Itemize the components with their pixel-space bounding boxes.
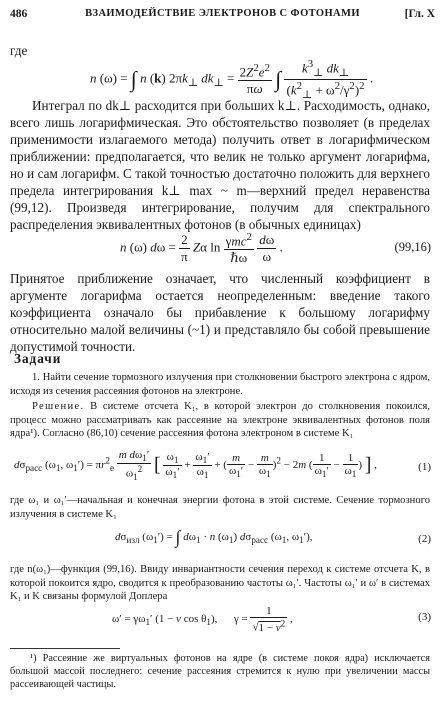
equation-number-2: (2)	[418, 533, 431, 545]
page-number: 486	[10, 8, 28, 20]
equation-number-3: (3)	[418, 611, 431, 623]
equation-number-1: (1)	[418, 461, 431, 473]
solution-label: Решение.	[32, 401, 85, 412]
problem-1-solution	[10, 400, 430, 441]
chapter-label: [Гл. X	[404, 8, 435, 20]
equation-2: $d\sigma_{изл}$ $(\omega_1')$ = ∫ $d\omega_1 \cdot n$ $(\omega_1)$ $d\sigma_{расс}$ ($\omega_1$, $\omega_1'$),	[115, 527, 313, 547]
equation-99-16: n (ω) dω = $\frac{2}{\pi}$ Zα ln $\frac{\gamma mc^2}{\text{ℏω}}$ $\frac{d\omega}{\omega}$ .	[120, 231, 283, 266]
running-title: ВЗАИМОДЕЙСТВИЕ ЭЛЕКТРОНОВ С ФОТОНАМИ	[85, 8, 360, 19]
paragraph-energies: где ω₁ и ω₁′—начальная и конечная энергии фотона в этой системе. Сечение тормозного излучения в системе K₁	[10, 495, 430, 520]
solution-text: В системе отсчета K₁, в которой электрон до столкновения покоился, процесс можно рассматривать как рассеяние на электроне эквивалентных фотонов поля ядра¹). Согласно (86,10) сечение рассеяния фотона электроном в системе K₁	[10, 401, 430, 439]
section-heading-problems: Задачи	[14, 351, 62, 366]
equation-number-99-16: (99,16)	[394, 240, 431, 254]
problem-1-statement: 1. Найти сечение тормозного излучения при столкновении быстрого электрона с ядром, исходя из сечения рассеяния фотонов на электроне.	[10, 372, 430, 397]
paragraph-approximation: Принятое приближение означает, что численный коэффициент в аргументе логарифма остается неопределенным: введение такого коэффициента означало бы прибавление к большому логарифму относительно малой величины (~1) и представляло бы собой превышение допустимой точности.	[10, 271, 430, 354]
equation-n-omega: n (ω) = ∫ n (k) $2\pi k_\perp$ $dk_\perp$ = $\frac{2Z^2e^2}{\pi\omega}$ ∫ $\frac{k^3_\perp dk_\perp}{(k^2_\perp + \omega^2/\gamma^2)^2}$ .	[90, 58, 374, 101]
running-header	[10, 8, 435, 24]
footnote-rule	[10, 648, 120, 649]
footnote: ¹) Рассеяние же виртуальных фотонов на ядре (в системе покоя ядра) исключается большой массой последнего: сечение рассеяния стремится к нулю при увеличении массы рассеивающей частицы.	[10, 653, 430, 690]
paragraph-log-divergence: Интеграл по dk⊥ расходится при больших k⊥. Расходимость, однако, всего лишь логарифмическая. Это обстоятельство позволяет (в пределах применимости излагаемого метода) получить ответ в логарифмическом приближении: предполагается, что велик не только аргумент логарифма, но и сам логарифм. С такой точностью достаточно положить для верхнего предела интегрирования k⊥ max ~ m—верхний предел неравенства (99,12). Произведя интегрирование, получим для спектрального распределения эквивалентных фотонов (в обычных единицах)	[10, 98, 430, 232]
equation-1: $d\sigma_{расс}$ ($\omega_1$, $\omega_1') = \pi r^2_e$ $\frac{m d\omega_1'}{\omega_1^2}$ [ $\frac{\omega_1}{\omega_1'}$ + $\frac{\omega_1'}{\omega_1}$ + ( $\frac{m}{\omega_1'}$ − $\frac{m}{\omega_1}$ )$^2$ − 2m ( $\frac{1}{\omega_1'}$ − $\frac{1}{\omega_1}$ ) ] ,	[14, 449, 377, 483]
equation-3: $\omega' = \gamma\omega_1'$ (1 − v $\cos \theta_1$), γ = $\frac{1}{√1 - v^2}$ ,	[112, 605, 293, 634]
paragraph-doppler: где n(ω₁)—функция (99,16). Ввиду инвариантности сечения переход к системе отсчета K, в которой покоится ядро, сводится к преобразованию частоты ω₁′. Частоты ω₁′ и ω′ в системах K₁ и K связаны формулой Доплера	[10, 564, 430, 602]
where-text: где	[10, 43, 28, 58]
